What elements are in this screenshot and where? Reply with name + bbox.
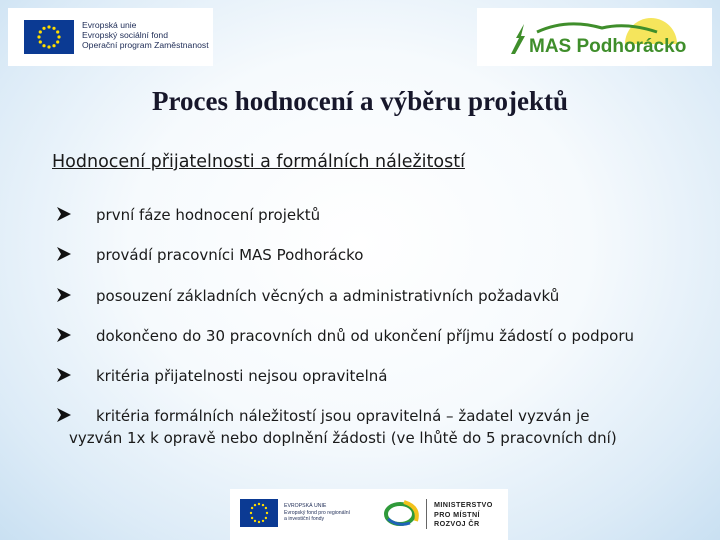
bullet-text: dokončeno do 30 pracovních dnů od ukončení příjmu žádostí o podporu [96, 327, 635, 345]
eu-stars-icon [24, 20, 74, 54]
mmr-emblem-icon [380, 497, 430, 531]
slide-title: Proces hodnocení a výběru projektů [151, 86, 568, 116]
eu-logo-line: Operační program Zaměstnanost [82, 40, 209, 50]
arrow-bullet-icon [56, 287, 72, 303]
bullet-text: kritéria formálních náležitostí jsou opravitelná – žadatel vyzván je [96, 407, 590, 425]
eu-flag-small-icon [240, 499, 278, 527]
arrow-bullet-icon [56, 407, 72, 423]
eu-logo-line: Evropský sociální fond [82, 30, 168, 40]
mas-logo-name: MAS Podhorácko [529, 36, 687, 57]
bullet-text: posouzení základních věcných a administrativních požadavků [96, 287, 560, 305]
arrow-bullet-icon [56, 367, 72, 383]
eu-small-logo-line: Evropský fond pro regionální [284, 509, 351, 516]
bullet-continuation: vyzván 1x k opravě nebo doplnění žádosti (ve lhůtě do 5 pracovních dní) [69, 429, 617, 447]
arrow-bullet-icon [56, 206, 72, 222]
mmr-logo-line: ROZVOJ ČR [434, 519, 480, 528]
eu-logo-text [82, 20, 209, 50]
bullet-text: první fáze hodnocení projektů [96, 206, 321, 224]
eu-small-logo-line: a investiční fondy [284, 516, 325, 522]
eu-stars-small-icon [240, 499, 278, 527]
eu-small-logo-line: EVROPSKÁ UNIE [284, 503, 327, 509]
arrow-bullet-icon [56, 327, 72, 343]
bullet-text: kritéria přijatelnosti nejsou opravitelná [96, 367, 388, 385]
mmr-divider [426, 499, 427, 529]
mmr-logo-text [434, 500, 493, 529]
eu-logo-line: Evropská unie [82, 20, 137, 30]
mmr-logo-line: MINISTERSTVO [434, 500, 493, 509]
eu-flag-icon [24, 20, 74, 54]
eu-esf-logo [8, 8, 213, 66]
bullet-text: provádí pracovníci MAS Podhorácko [96, 246, 364, 264]
section-heading: Hodnocení přijatelnosti a formálních náležitostí [52, 152, 465, 172]
arrow-bullet-icon [56, 246, 72, 262]
eu-small-logo-text [284, 503, 350, 523]
footer-logos [230, 489, 508, 540]
mas-podhoracko-logo [477, 8, 712, 66]
mmr-logo-line: PRO MÍSTNÍ [434, 509, 480, 519]
